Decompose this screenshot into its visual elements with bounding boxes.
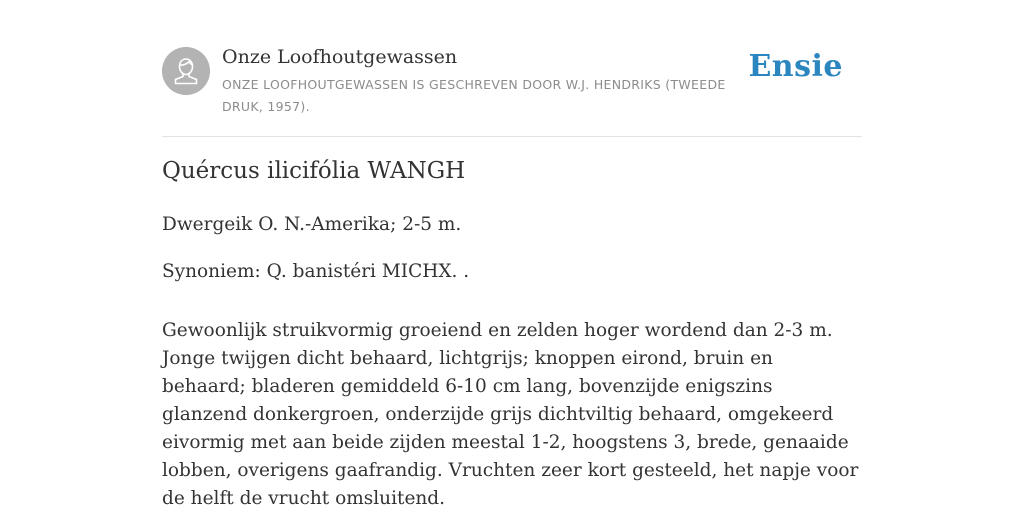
- entry-title: Quércus ilicifólia WANGH: [162, 158, 466, 184]
- brand-logo[interactable]: Ensie: [748, 49, 843, 84]
- avatar: [162, 47, 210, 95]
- source-title[interactable]: Onze Loofhoutgewassen: [222, 46, 458, 68]
- user-icon: [162, 47, 210, 95]
- entry-summary: Dwergeik O. N.-Amerika; 2-5 m.: [162, 214, 462, 235]
- entry-synonym: Synoniem: Q. banistéri MICHX. .: [162, 261, 470, 282]
- source-header: [162, 44, 862, 137]
- source-description: ONZE LOOFHOUTGEWASSEN IS GESCHREVEN DOOR W.J. HENDRIKS (TWEEDE DRUK, 1957).: [222, 77, 726, 114]
- entry-description: Gewoonlijk struikvormig groeiend en zelden hoger wordend dan 2-3 m. Jonge twijgen dicht behaard, lichtgrijs; knoppen eirond, bruin en behaard; bladeren gemiddeld 6-10 cm lang, bovenzijde enigszins glanzend donkergroen, onderzijde grijs dichtviltig behaard, omgekeerd eivormig met aan beide zijden meestal 1-2, hoogstens 3, brede, genaaide lobben, overigens gaafrandig. Vruchten zeer kort gesteeld, het napje voor de helft de vrucht omsluitend.: [162, 320, 859, 509]
